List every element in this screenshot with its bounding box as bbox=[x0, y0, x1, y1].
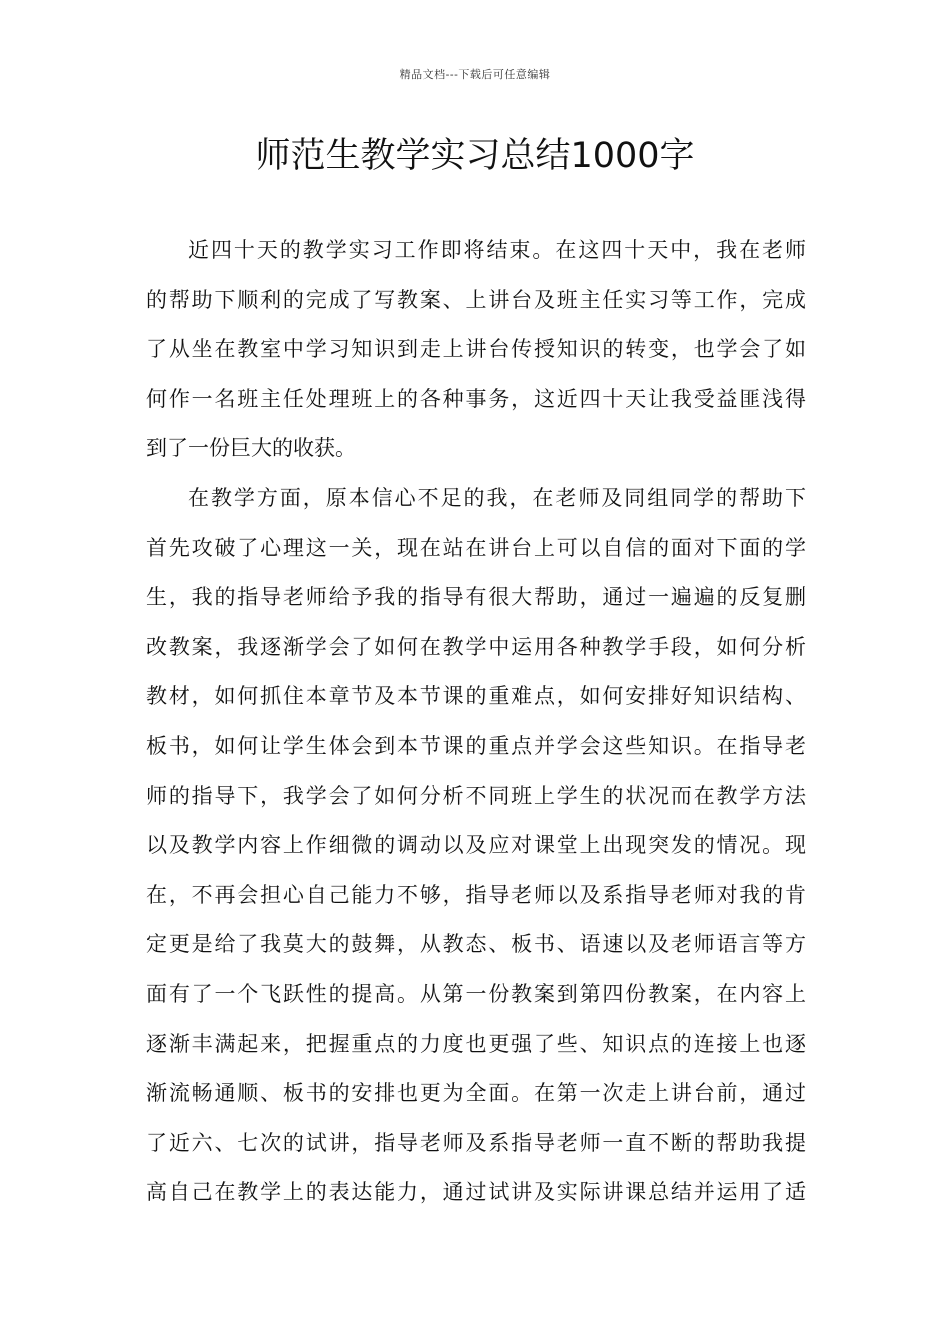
text-line: 了近六、七次的试讲，指导老师及系指导老师一直不断的帮助我提 bbox=[146, 1130, 806, 1155]
text-line: 生，我的指导老师给予我的指导有很大帮助，通过一遍遍的反复删 bbox=[146, 585, 806, 610]
text-line: 教材，如何抓住本章节及本节课的重难点，如何安排好知识结构、 bbox=[146, 684, 806, 709]
text-line: 在教学方面，原本信心不足的我，在老师及同组同学的帮助下 bbox=[188, 485, 806, 510]
text-line: 师的指导下，我学会了如何分析不同班上学生的状况而在教学方法 bbox=[146, 783, 806, 808]
document-body bbox=[146, 226, 806, 1218]
text-line: 板书，如何让学生体会到本节课的重点并学会这些知识。在指导老 bbox=[146, 733, 806, 758]
text-line: 逐渐丰满起来，把握重点的力度也更强了些、知识点的连接上也逐 bbox=[146, 1031, 806, 1056]
text-line: 面有了一个飞跃性的提高。从第一份教案到第四份教案，在内容上 bbox=[146, 981, 806, 1006]
paragraph bbox=[146, 226, 806, 474]
paragraph bbox=[146, 474, 806, 1218]
document-title: 师范生教学实习总结1000字 bbox=[255, 136, 695, 176]
page-header: 精品文档---下载后可任意编辑 bbox=[399, 68, 551, 81]
text-line: 以及教学内容上作细微的调动以及应对课堂上出现突发的情况。现 bbox=[146, 833, 806, 858]
text-line: 了从坐在教室中学习知识到走上讲台传授知识的转变，也学会了如 bbox=[146, 337, 806, 362]
text-line: 在，不再会担心自己能力不够，指导老师以及系指导老师对我的肯 bbox=[146, 882, 806, 907]
text-line: 高自己在教学上的表达能力，通过试讲及实际讲课总结并运用了适 bbox=[146, 1180, 806, 1205]
text-line: 到了一份巨大的收获。 bbox=[146, 436, 356, 461]
text-line: 首先攻破了心理这一关，现在站在讲台上可以自信的面对下面的学 bbox=[146, 535, 806, 560]
text-line: 定更是给了我莫大的鼓舞，从教态、板书、语速以及老师语言等方 bbox=[146, 932, 806, 957]
text-line: 渐流畅通顺、板书的安排也更为全面。在第一次走上讲台前，通过 bbox=[146, 1081, 806, 1106]
text-line: 的帮助下顺利的完成了写教案、上讲台及班主任实习等工作，完成 bbox=[146, 287, 806, 312]
text-line: 近四十天的教学实习工作即将结束。在这四十天中，我在老师 bbox=[188, 238, 806, 262]
text-line: 改教案，我逐渐学会了如何在教学中运用各种教学手段，如何分析 bbox=[146, 634, 806, 659]
text-line: 何作一名班主任处理班上的各种事务，这近四十天让我受益匪浅得 bbox=[146, 386, 806, 411]
